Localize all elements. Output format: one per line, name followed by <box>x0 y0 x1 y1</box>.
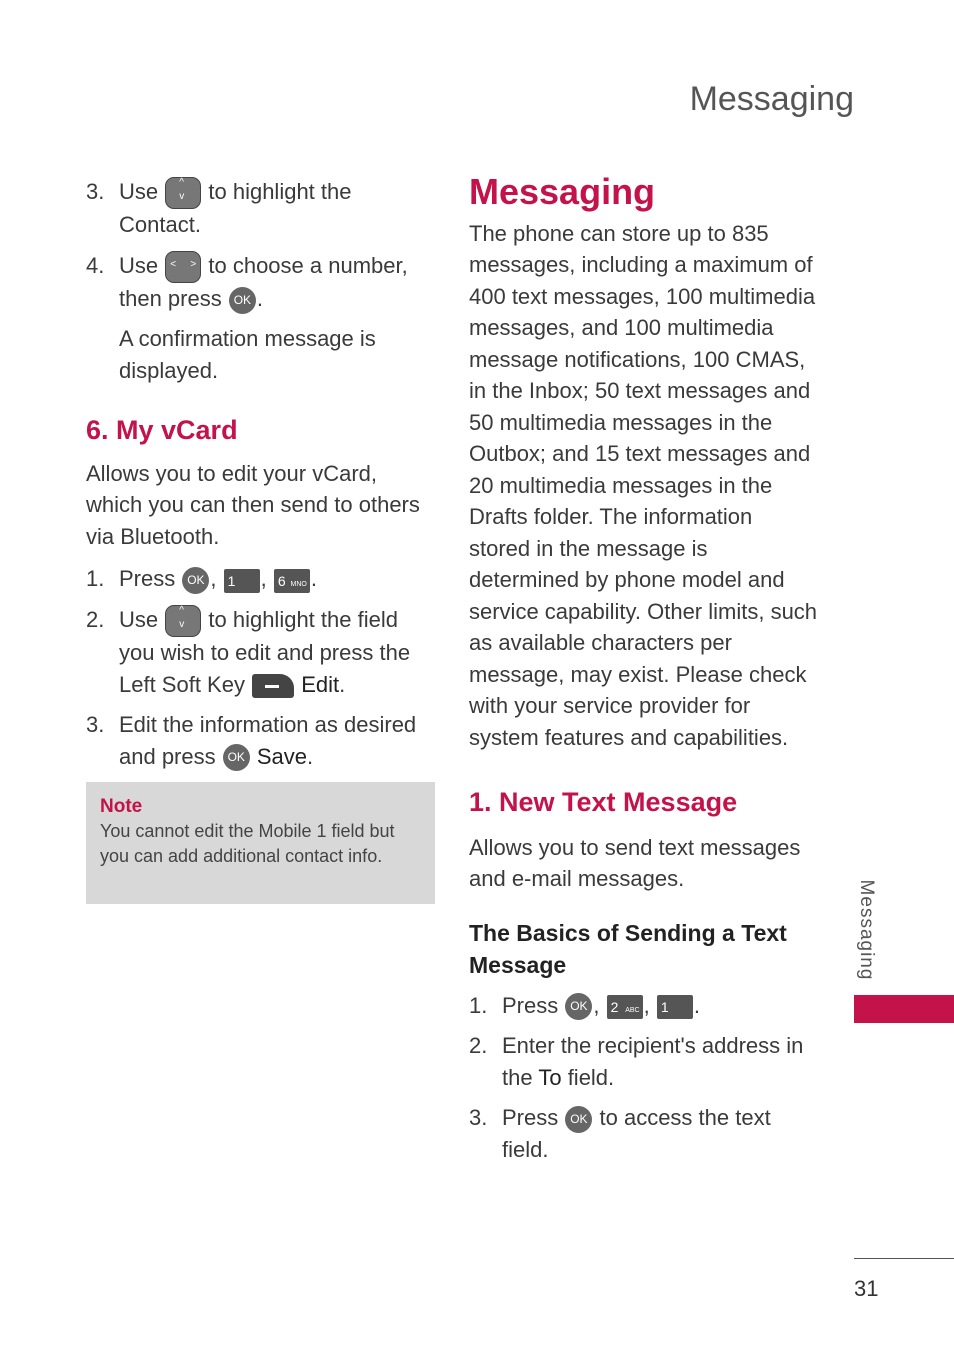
page-number: 31 <box>854 1276 879 1301</box>
nav-up-down-key-icon: ^ v <box>165 177 201 209</box>
page-title: Messaging <box>469 171 656 212</box>
two-key-icon: 2 ABC <box>607 995 643 1019</box>
six-key-icon: 6 MNO <box>274 569 310 593</box>
nav-left-right-key-icon: < > <box>165 251 201 283</box>
note-box <box>86 782 435 904</box>
page-header-title: Messaging <box>689 80 854 118</box>
ok-key-icon: OK <box>229 287 256 314</box>
left-column <box>86 176 436 772</box>
side-tab-label: Messaging <box>856 879 877 981</box>
nav-up-down-key-icon: ^ v <box>165 605 201 637</box>
side-tab-marker <box>854 995 954 1023</box>
list-item: 3. Use ^ v to highlight the Contact. <box>86 177 352 238</box>
one-key-icon: 1 <box>657 995 693 1019</box>
section-heading-new-text-message: 1. New Text Message <box>469 787 738 817</box>
new-text-intro: Allows you to send text messages and e-mail messages. <box>469 834 801 891</box>
list-item: 3. Edit the information as desired and press OK Save. <box>86 709 436 772</box>
one-key-icon: 1 <box>224 569 260 593</box>
subheading-basics: The Basics of Sending a Text Message <box>469 919 787 978</box>
list-item: 1. Press OK , 2 ABC , 1 . <box>469 990 819 1022</box>
list-item: 1. Press OK , 1 , 6 MNO . <box>86 563 436 595</box>
list-item: 2. Use ^ v to highlight the field you wish to edit and press the Left Soft Key Edit. <box>86 605 411 697</box>
list-item: 2. Enter the recipient's address in the To field. <box>469 1033 804 1090</box>
section-heading-my-vcard: 6. My vCard <box>86 415 238 446</box>
footer-divider <box>854 1258 954 1259</box>
list-item: 3. Press OK to access the text field. <box>469 1105 771 1162</box>
left-soft-key-icon <box>252 674 294 698</box>
ok-key-icon: OK <box>223 744 250 771</box>
storage-paragraph: The phone can store up to 835 messages, including a maximum of 400 text messages, 100 multimedia messages, and 100 multimedia message notifications, 100 CMAS, in the Inbox; 50 text messages and 50 multimedia messages in the Outbox; and 15 text messages and 20 multimedia messages in the Drafts folder. The information stored in the message is determined by phone model and service capability. Other limits, such as available characters per message, may exist. Please check with your service provider for system features and capabilities. <box>469 220 818 750</box>
note-title: Note <box>100 796 143 817</box>
list-item: 4. Use < > to choose a number, then press OK . <box>86 250 436 315</box>
ok-key-icon: OK <box>565 1106 592 1133</box>
vcard-intro: Allows you to edit your vCard, which you can then send to others via Bluetooth. <box>86 460 420 549</box>
note-body: You cannot edit the Mobile 1 field but you can add additional contact info. <box>100 821 395 866</box>
right-column <box>469 171 819 1165</box>
ok-key-icon: OK <box>182 567 209 594</box>
ok-key-icon: OK <box>565 993 592 1020</box>
confirmation-text: A confirmation message is displayed. <box>119 326 376 383</box>
